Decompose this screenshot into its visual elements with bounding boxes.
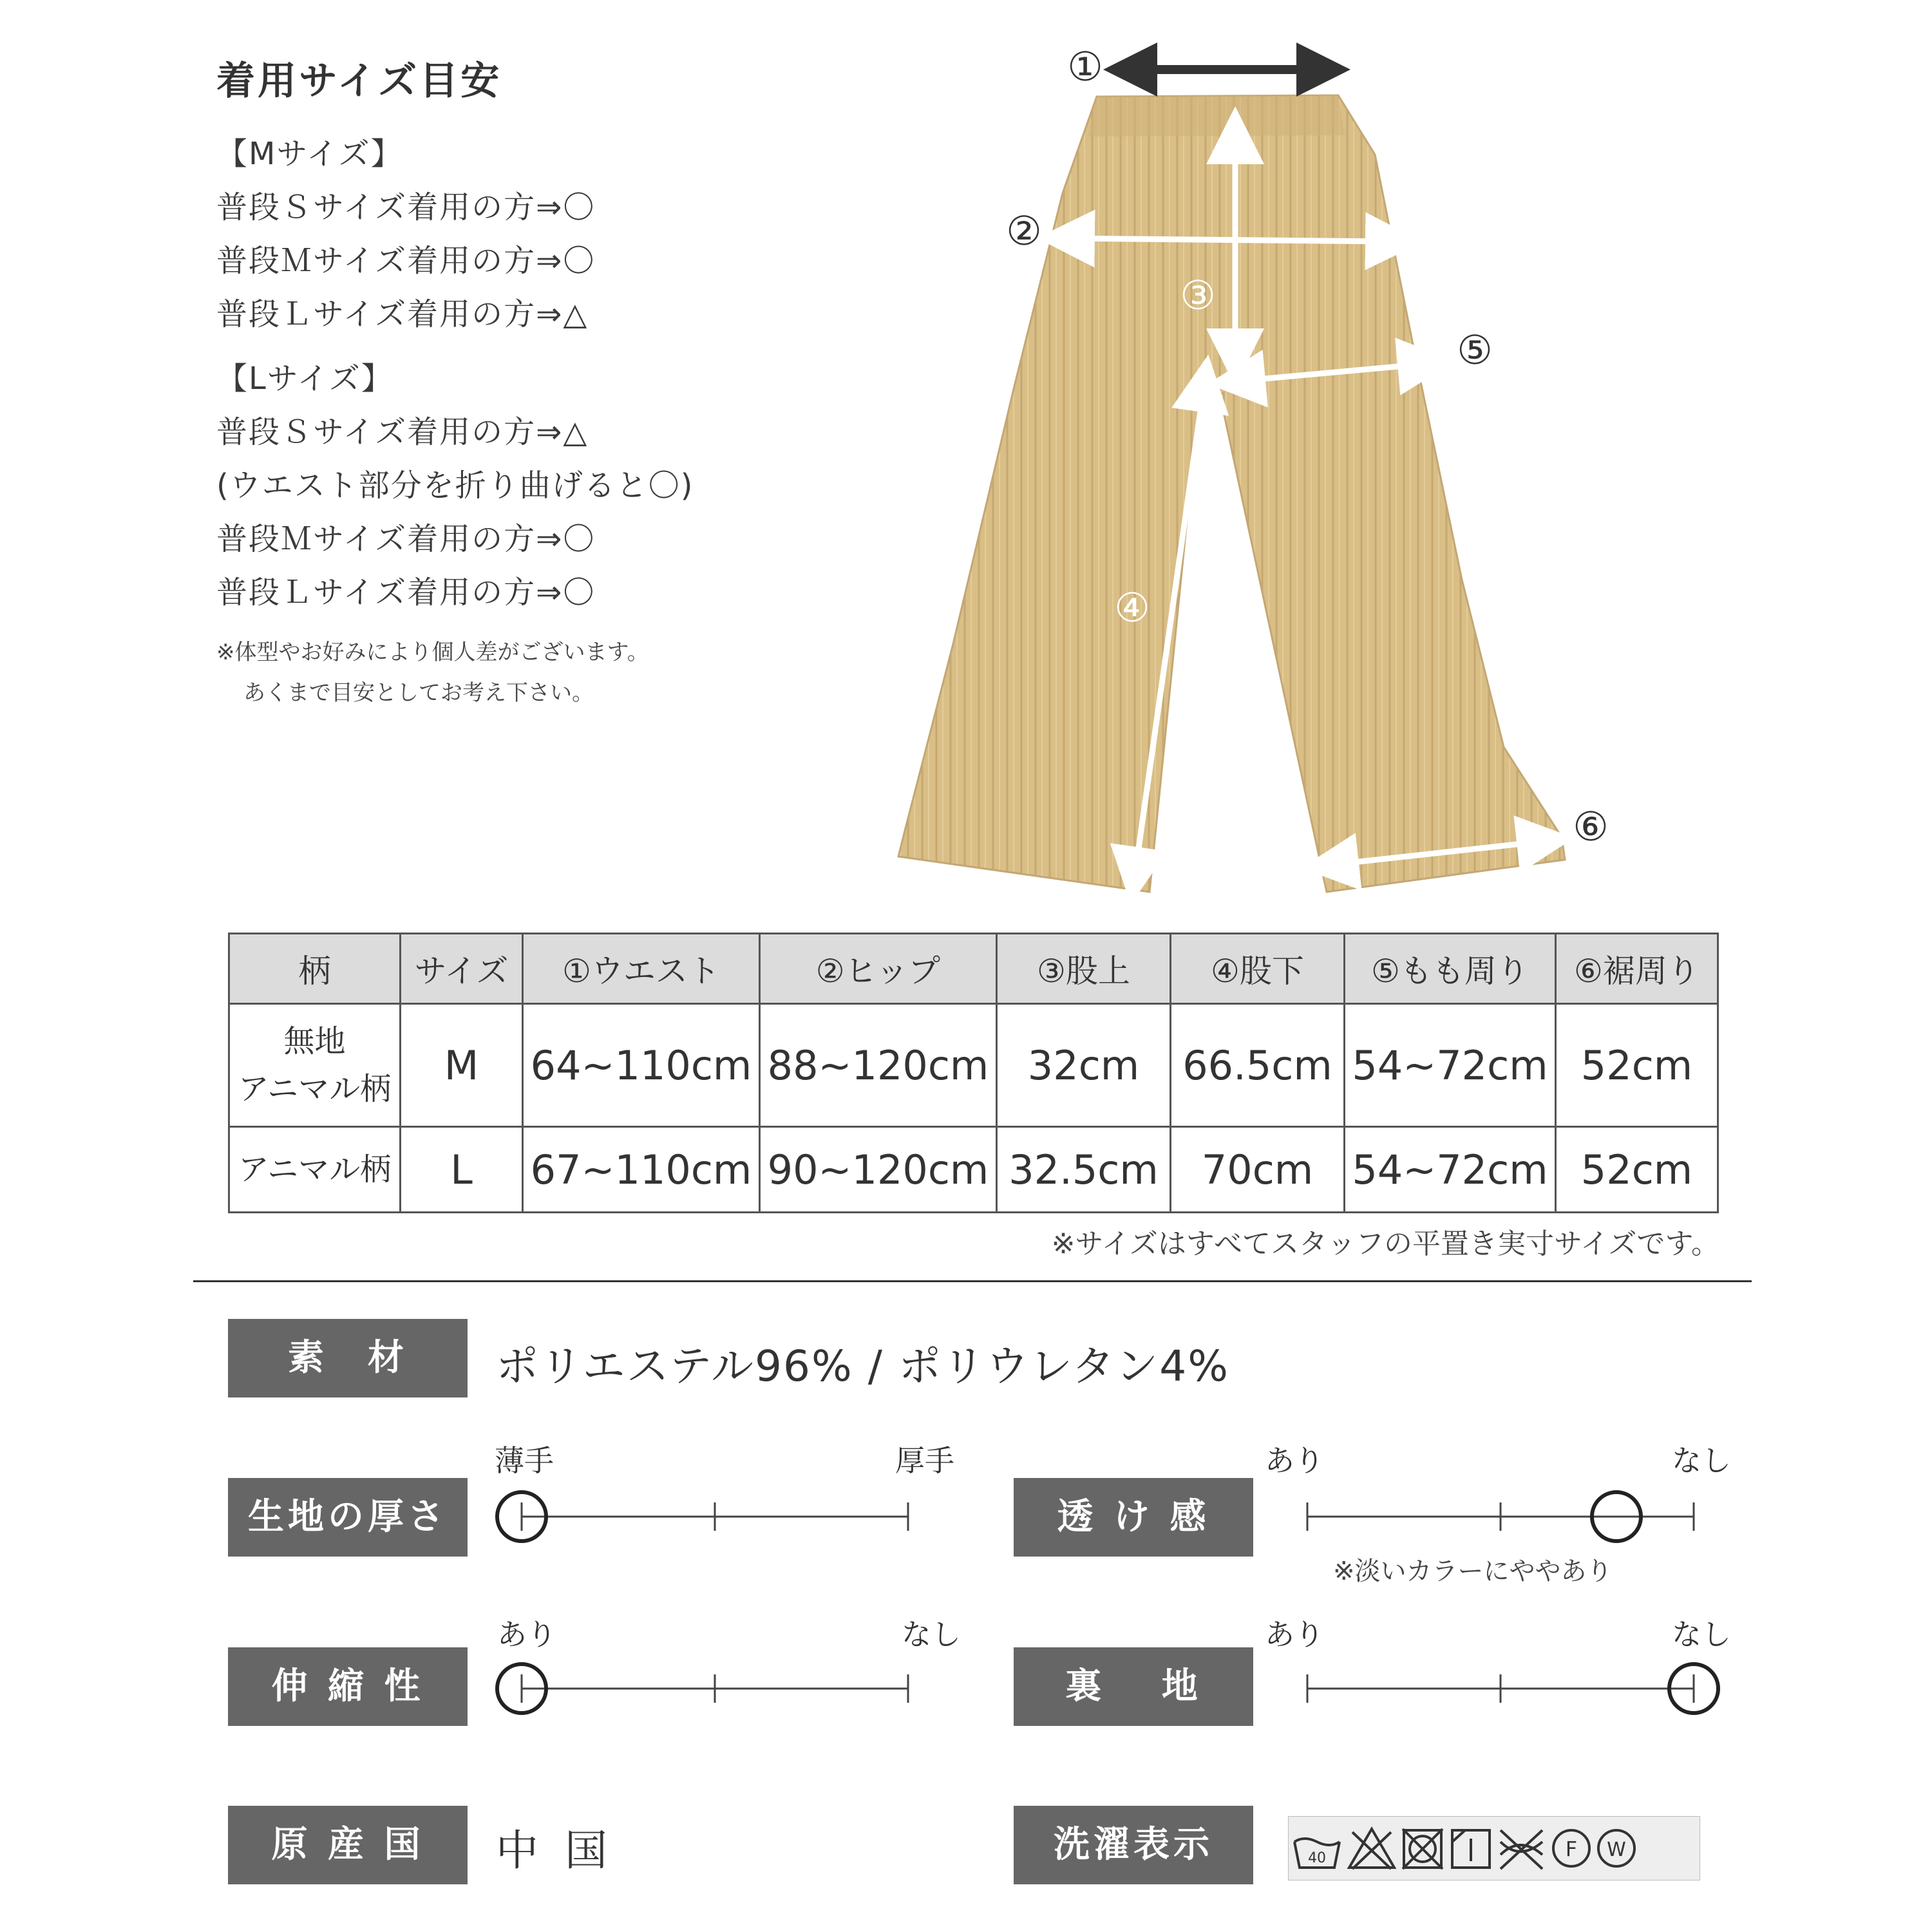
material-label: 素 材	[228, 1319, 468, 1397]
material-value: ポリエステル96% / ポリウレタン4%	[496, 1341, 1230, 1391]
sheerness-left-label: あり	[1265, 1443, 1324, 1478]
sheerness-label: 透 け 感	[1014, 1478, 1253, 1557]
stretch-scale	[489, 1660, 940, 1718]
sheerness-scale	[1275, 1488, 1726, 1546]
care-label: 洗濯表示	[1014, 1806, 1253, 1884]
svg-text:W: W	[1607, 1839, 1626, 1861]
m-size-heading: 【Mサイズ】	[216, 136, 403, 172]
header-hip: ②ヒップ	[760, 934, 997, 1004]
cell-waist: 67~110cm	[523, 1127, 760, 1213]
table-row	[229, 1127, 1718, 1213]
sheerness-note: ※淡いカラーにややあり	[1333, 1557, 1613, 1586]
cell-pattern: アニマル柄	[229, 1127, 401, 1213]
cell-inseam: 70cm	[1171, 1127, 1345, 1213]
cell-size: L	[401, 1127, 523, 1213]
cell-hip: 88~120cm	[760, 1004, 997, 1127]
sheerness-right-label: なし	[1672, 1443, 1731, 1478]
header-waist: ①ウエスト	[523, 934, 760, 1004]
cell-inseam: 66.5cm	[1171, 1004, 1345, 1127]
stretch-left-label: あり	[497, 1617, 556, 1652]
pants-shape	[898, 95, 1565, 892]
header-hem: ⑥裾周り	[1556, 934, 1718, 1004]
l-size-line: (ウエスト部分を折り曲げると〇)	[216, 468, 694, 504]
header-size: サイズ	[401, 934, 523, 1004]
marker-5: ⑤	[1457, 327, 1493, 374]
lining-scale	[1275, 1660, 1726, 1718]
cell-hem: 52cm	[1556, 1127, 1718, 1213]
header-inseam: ④股下	[1171, 934, 1345, 1004]
stretch-label: 伸 縮 性	[228, 1647, 468, 1726]
no-tumble-dry-icon	[1403, 1829, 1443, 1869]
marker-1: ①	[1067, 43, 1103, 90]
header-rise: ③股上	[997, 934, 1171, 1004]
l-size-heading: 【Lサイズ】	[216, 361, 393, 397]
cell-thigh: 54~72cm	[1345, 1004, 1556, 1127]
thickness-right-label: 厚手	[895, 1443, 954, 1478]
thickness-left-label: 薄手	[495, 1443, 554, 1478]
fit-note: あくまで目安としてお考え下さい。	[243, 680, 594, 706]
table-row	[229, 1004, 1718, 1127]
fit-note: ※体型やお好みにより個人差がございます。	[216, 639, 649, 665]
care-label-strip	[1288, 1816, 1700, 1880]
lining-label: 裏 地	[1014, 1647, 1253, 1726]
thickness-scale	[489, 1488, 940, 1546]
marker-4: ④	[1114, 584, 1150, 631]
marker-2: ②	[1006, 207, 1042, 254]
header-thigh: ⑤もも周り	[1345, 934, 1556, 1004]
table-header-row	[229, 934, 1718, 1004]
l-size-line: 普段Ｍサイズ着用の方⇒〇	[216, 521, 596, 557]
cell-hip: 90~120cm	[760, 1127, 997, 1213]
cell-size: M	[401, 1004, 523, 1127]
cell-hem: 52cm	[1556, 1004, 1718, 1127]
cell-rise: 32cm	[997, 1004, 1171, 1127]
l-size-line: 普段Ｓサイズ着用の方⇒△	[216, 414, 589, 450]
lining-right-label: なし	[1672, 1617, 1731, 1652]
cell-thigh: 54~72cm	[1345, 1127, 1556, 1213]
origin-label: 原 産 国	[228, 1806, 468, 1884]
m-size-line: 普段Ｍサイズ着用の方⇒〇	[216, 243, 596, 279]
header-pattern: 柄	[229, 934, 401, 1004]
marker-3: ③	[1180, 272, 1216, 319]
thickness-label: 生地の厚さ	[228, 1478, 468, 1557]
fit-guide-title: 着用サイズ目安	[216, 59, 502, 104]
hip-arrow	[1066, 238, 1394, 242]
cell-waist: 64~110cm	[523, 1004, 760, 1127]
svg-text:F: F	[1565, 1837, 1578, 1861]
lining-left-label: あり	[1265, 1617, 1324, 1652]
pattern-line: 無地	[283, 1023, 346, 1059]
cell-pattern	[229, 1004, 401, 1127]
waistband	[1088, 95, 1345, 137]
marker-6: ⑥	[1573, 803, 1609, 850]
pattern-line: アニマル柄	[238, 1071, 392, 1107]
size-table-note: ※サイズはすべてスタッフの平置き実寸サイズです。	[1051, 1227, 1719, 1260]
origin-value: 中 国	[496, 1826, 614, 1875]
section-divider	[193, 1280, 1752, 1282]
l-size-line: 普段Ｌサイズ着用の方⇒〇	[216, 574, 596, 611]
pants-measurement-diagram	[889, 32, 1649, 908]
m-size-line: 普段Ｌサイズ着用の方⇒△	[216, 296, 589, 332]
cell-rise: 32.5cm	[997, 1127, 1171, 1213]
svg-text:40: 40	[1308, 1850, 1326, 1866]
stretch-right-label: なし	[902, 1617, 961, 1652]
m-size-line: 普段Ｓサイズ着用の方⇒〇	[216, 189, 596, 225]
size-table	[228, 933, 1719, 1213]
